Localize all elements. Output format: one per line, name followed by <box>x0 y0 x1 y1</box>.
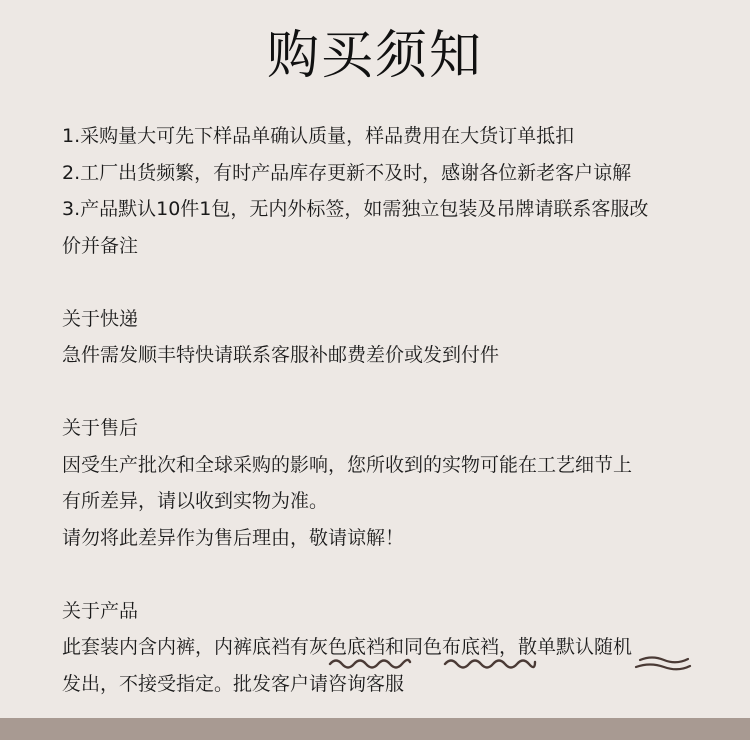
shipping-text: 急件需发顺丰特快请联系客服补邮费差价或发到付件 <box>62 344 500 366</box>
section-gap <box>62 556 712 593</box>
section-gap <box>62 264 712 301</box>
note-line-2: 2.工厂出货频繁，有时产品库存更新不及时，感谢各位新老客户谅解 <box>62 161 632 184</box>
product-line-2: 发出，不接受指定。批发客户请咨询客服 <box>62 672 405 695</box>
notice-content <box>62 118 712 702</box>
product-heading: 关于产品 <box>62 599 139 622</box>
after-sales-line-1: 因受生产批次和全球采购的影响，您所收到的实物可能在工艺细节上 <box>62 453 633 476</box>
note-line-1: 1.采购量大可先下样品单确认质量，样品费用在大货订单抵扣 <box>62 125 575 147</box>
note-line-3: 3.产品默认10件1包，无内外标签，如需独立包装及吊牌请联系客服改 <box>62 198 649 220</box>
page-title: 购买须知 <box>266 26 483 86</box>
section-gap <box>62 374 712 411</box>
after-sales-line-2: 有所差异，请以收到实物为准。 <box>62 490 329 512</box>
shipping-heading: 关于快递 <box>62 307 139 330</box>
product-line-1: 此套装内含内裤，内裤底裆有灰色底裆和同色布底裆，散单默认随机 <box>62 636 633 658</box>
note-line-3-cont: 价并备注 <box>62 234 139 257</box>
after-sales-heading: 关于售后 <box>62 417 139 439</box>
after-sales-line-3: 请勿将此差异作为售后理由，敬请谅解！ <box>62 526 405 549</box>
footer-bar <box>0 718 750 740</box>
